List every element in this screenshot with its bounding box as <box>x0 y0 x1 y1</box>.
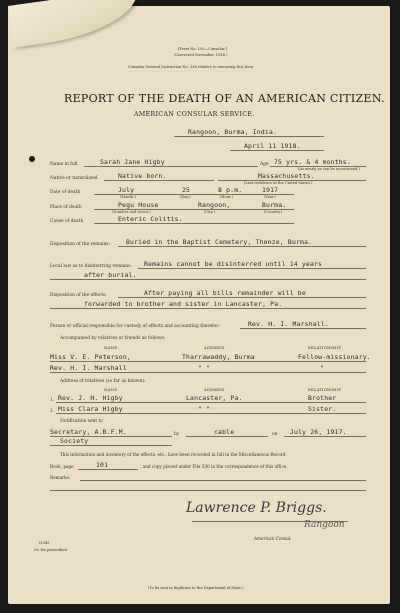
book-page-label: Book, page <box>50 464 74 469</box>
name-value: Sarah Jane Higby <box>100 158 165 166</box>
relative-address: Lancaster, Pa. <box>186 394 243 402</box>
companion-relationship: Fellow-missionary. <box>298 353 371 361</box>
death-month: July <box>118 186 135 194</box>
punch-hole <box>29 156 35 162</box>
death-month-hint: (Month.) <box>120 195 136 199</box>
place-country-hint: (Country.) <box>264 210 283 214</box>
relative-address: " " <box>198 405 211 413</box>
age-label: Age <box>260 162 269 167</box>
native-label: Native or naturalized <box>50 176 98 181</box>
accompanied-label: Accompanied by relatives or friends as follows: <box>60 336 166 341</box>
local-law-label: Local law as to disinterring remains: <box>50 264 132 269</box>
companion-address: " " <box>198 364 211 372</box>
remarks-label: Remarks: <box>50 475 71 480</box>
relative-relationship: Brother <box>308 394 337 402</box>
local-law-value-1: Remains cannot be disinterred until 14 years <box>144 260 323 268</box>
fee-note: No fee prescribed. <box>34 548 68 552</box>
disposition-value: Buried in the Baptist Cemetery, Thonze, Burma. <box>126 238 313 246</box>
file-info-line: , and copy placed under File 330 in the correspondence of this office. <box>140 464 288 469</box>
relative-name: Rev. J. H. Higby <box>58 394 123 402</box>
death-report-form <box>8 6 390 604</box>
relatives-col-relationship: RELATIONSHIP. <box>308 388 342 392</box>
form-edition: (Corrected November, 1914.) <box>174 53 228 57</box>
effects-value-1: After paying all bills remainder will be <box>144 289 306 297</box>
footer-code: 12045 <box>38 541 50 545</box>
folded-corner <box>8 0 143 48</box>
disposition-label: Disposition of the remains: <box>50 242 111 247</box>
report-place: Rangoon, Burma, India. <box>188 128 278 136</box>
state-value: Massachusetts. <box>258 172 315 180</box>
place-city-hint: (City.) <box>204 210 215 214</box>
cause-value: Enteric Colitis. <box>118 215 183 223</box>
death-day-hint: (Day.) <box>180 195 191 199</box>
record-info-line: This information and inventory of the effects, etc., have been recorded in full in the Miscellaneous Record <box>60 452 286 457</box>
custodian-label: Person or official responsible for custody of effects and accounting therefor: <box>50 324 220 329</box>
death-year: 1917 <box>262 186 279 194</box>
notification-by: cable <box>214 428 235 436</box>
age-hint: (As nearly as can be ascertained.) <box>298 167 360 171</box>
notification-label: Notification sent to <box>60 419 103 424</box>
custodian-value: Rev. H. I. Marshall. <box>248 320 329 328</box>
form-number: [Form No. 192—Consular.] <box>178 47 227 51</box>
effects-label: Disposition of the effects: <box>50 293 107 298</box>
instruction-reference: Consular General Instruction No. 328 relative to executing this form. <box>128 65 255 69</box>
notification-to-1: Secretary, A.B.F.M. <box>50 428 127 436</box>
consul-title: American Consul. <box>254 536 292 541</box>
notification-to-2: Society <box>60 437 89 445</box>
death-year-hint: (Year.) <box>264 195 276 199</box>
effects-value-2: forwarded to brother and sister in Lancaster, Pa. <box>84 300 283 308</box>
col-address-header: ADDRESS. <box>204 346 226 350</box>
death-day: 25 <box>182 186 191 194</box>
notification-on: July 26, 1917. <box>290 428 347 436</box>
book-page-value: 101 <box>96 461 109 469</box>
age-value: 75 yrs. & 4 months. <box>274 158 351 166</box>
death-hour: 8 p.m. <box>218 186 243 194</box>
native-value: Native born. <box>118 172 167 180</box>
relative-number: 1. <box>50 397 54 402</box>
name-label: Name in full <box>50 162 78 167</box>
death-date-label: Date of death <box>50 190 81 195</box>
relatives-col-address: ADDRESS. <box>204 388 226 392</box>
companion-relationship: " <box>320 364 325 372</box>
relative-name: Miss Clara Higby <box>58 405 123 413</box>
companion-address: Tharrawaddy, Burma <box>182 353 255 361</box>
footer-instruction: (To be sent in duplicate to the Department of State.) <box>148 586 244 590</box>
form-title: REPORT OF THE DEATH OF AN AMERICAN CITIZEN. <box>64 92 385 105</box>
on-label: on <box>272 432 278 437</box>
relatives-col-name: NAME. <box>104 388 119 392</box>
relative-relationship: Sister. <box>308 405 337 413</box>
companion-name: Miss V. E. Peterson, <box>50 353 131 361</box>
col-name-header: NAME. <box>104 346 119 350</box>
rangoon-stamp: Rangoon <box>304 520 345 530</box>
consul-signature: Lawrence P. Briggs. <box>186 500 327 516</box>
companion-name: Rev. H. I. Marshall <box>50 364 127 372</box>
cause-label: Cause of death <box>50 219 84 224</box>
place-number: Pegu House <box>118 201 159 209</box>
state-hint: (Last residence in the United States.) <box>244 181 313 185</box>
place-label: Place of death <box>50 205 82 210</box>
col-relationship-header: RELATIONSHIP. <box>308 346 342 350</box>
form-subtitle: AMERICAN CONSULAR SERVICE. <box>134 111 255 118</box>
place-number-hint: (Number and street.) <box>112 210 151 214</box>
place-country: Burma. <box>262 201 287 209</box>
relative-number: 2. <box>50 408 54 413</box>
relatives-label: Address of relatives (so far as known): <box>60 379 146 384</box>
by-label: by <box>174 432 180 437</box>
local-law-value-2: after burial. <box>84 271 137 279</box>
report-date: April 11 1918. <box>244 142 301 150</box>
death-hour-hint: (Hour.) <box>220 195 233 199</box>
place-city: Rangoon, <box>198 201 231 209</box>
